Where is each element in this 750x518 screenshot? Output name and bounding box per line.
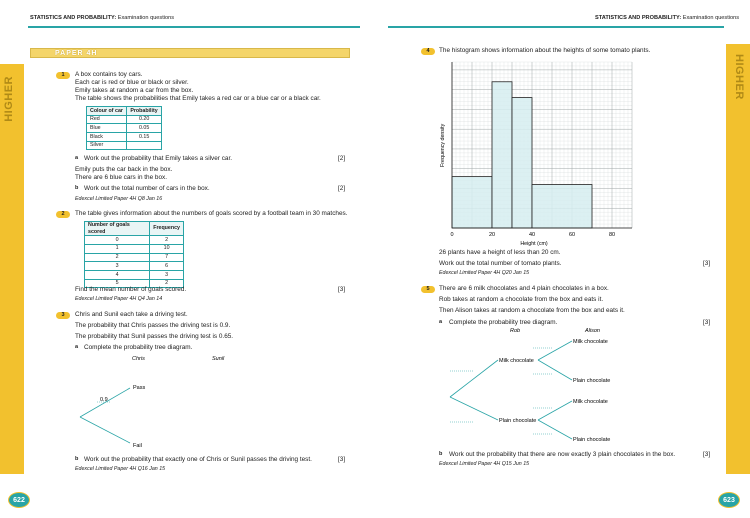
tree-outcome: Plain chocolate (573, 378, 611, 384)
table-header: Colour of car (87, 107, 127, 116)
marks: [3] (338, 286, 346, 293)
q3-line: The probability that Sunil passes the driving test is 0.65. (75, 333, 234, 340)
tree-outcome: Milk chocolate (499, 358, 534, 364)
left-page-number: 622 (8, 492, 30, 508)
marks: [2] (338, 155, 346, 162)
q1-line: Each car is red or blue or black or silver. (75, 79, 189, 86)
x-tick-label: 40 (528, 232, 536, 238)
question-number: 2 (56, 211, 70, 218)
part-label: a (75, 344, 79, 350)
q5-tree-diagram (440, 324, 640, 446)
part-label: b (75, 185, 79, 191)
q4-line: 26 plants have a height of less than 20 cm. (439, 249, 561, 256)
x-tick-label: 80 (608, 232, 616, 238)
tree-col-label: Chris (132, 356, 145, 362)
marks: [2] (338, 185, 346, 192)
left-header-rule (28, 26, 360, 28)
tree-branch (80, 417, 130, 443)
tree-branch (538, 401, 572, 420)
tree-branch (450, 360, 498, 397)
marks: [3] (703, 451, 711, 458)
table-row: 3 6 (85, 262, 184, 271)
q3-part-b-text: Work out the probability that exactly one of Chris or Sunil passes the driving test. (84, 456, 312, 463)
left-side-label: HIGHER (3, 76, 15, 122)
tree-col-label: Rob (510, 328, 521, 334)
q3-tree-diagram (60, 350, 280, 450)
q4-text: The histogram shows information about the heights of some tomato plants. (439, 47, 651, 54)
x-tick-label: 0 (450, 232, 454, 238)
question-number: 1 (56, 72, 70, 79)
table-row: 2 7 (85, 253, 184, 262)
table-row: 5 2 (85, 279, 184, 288)
tree-branch (538, 420, 572, 439)
tree-probability: 0.9 (100, 397, 108, 403)
q2-goals-table (84, 221, 184, 288)
source-reference: Edexcel Limited Paper 4H Q16 Jan 15 (75, 466, 166, 472)
x-tick-label: 20 (488, 232, 496, 238)
source-reference: Edexcel Limited Paper 4H Q20 Jan 15 (439, 270, 530, 276)
tree-outcome: Pass (133, 385, 146, 391)
table-row: Silver (87, 141, 162, 150)
source-reference: Edexcel Limited Paper 4H Q15 Jun 15 (439, 461, 530, 467)
histogram-bar (452, 177, 492, 228)
table-row: 1 10 (85, 244, 184, 253)
histogram-bar (492, 82, 512, 228)
q5-part-b-text: Work out the probability that there are now exactly 3 plain chocolates in the box. (449, 451, 676, 458)
right-side-label: HIGHER (732, 54, 745, 100)
tree-outcome: Plain chocolate (573, 437, 611, 443)
q4-line: Work out the total number of tomato plants. (439, 260, 562, 267)
question-number: 4 (421, 48, 435, 55)
tree-outcome: Milk chocolate (573, 399, 608, 405)
left-side-tab (0, 64, 24, 474)
q3-part-a-text: Complete the probability tree diagram. (84, 344, 193, 351)
tree-outcome: Fail (133, 443, 142, 449)
marks: [3] (703, 319, 711, 326)
q1-line: The table shows the probabilities that Emily takes a red car or a blue car or a black car. (75, 95, 321, 102)
part-label: b (439, 451, 443, 457)
paper-title-bar (30, 48, 350, 58)
q1-mid-line: Emily puts the car back in the box. (75, 166, 173, 173)
tree-branch (450, 397, 498, 420)
q3-line: Chris and Sunil each take a driving test. (75, 311, 188, 318)
right-header: STATISTICS AND PROBABILITY: Examination questions (595, 15, 740, 21)
part-label: a (75, 155, 79, 161)
table-row: Blue 0.05 (87, 124, 162, 133)
left-header: STATISTICS AND PROBABILITY: Examination questions (30, 15, 175, 21)
chart-bars (452, 82, 592, 228)
histogram-chart (430, 58, 640, 246)
question-number: 3 (56, 312, 70, 319)
right-page-number: 623 (718, 492, 740, 508)
table-row: 4 3 (85, 270, 184, 279)
part-label: b (75, 456, 79, 462)
histogram-bar (532, 185, 592, 228)
q5-part-a-text: Complete the probability tree diagram. (449, 319, 558, 326)
tree-outcome: Plain chocolate (499, 418, 537, 424)
q1-probability-table (86, 106, 162, 150)
table-row: Red 0.20 (87, 115, 162, 124)
y-axis-label: Frequency density (440, 123, 446, 167)
marks: [3] (338, 456, 346, 463)
q5-line: Rob takes at random a chocolate from the box and eats it. (439, 296, 604, 303)
q2-task: Find the mean number of goals scored. (75, 286, 187, 293)
part-label: a (439, 319, 443, 325)
tree-outcome: Milk chocolate (573, 339, 608, 345)
source-reference: Edexcel Limited Paper 4H Q8 Jan 16 (75, 196, 163, 202)
q1-mid-line: There are 6 blue cars in the box. (75, 174, 168, 181)
q1-part-b-text: Work out the total number of cars in the box. (84, 185, 210, 192)
q5-line: Then Alison takes at random a chocolate from the box and eats it. (439, 307, 625, 314)
tree-branch (538, 341, 572, 360)
paper-title: PAPER 4H (55, 50, 98, 57)
tree-col-label: Sunil (212, 356, 225, 362)
tree-col-label: Alison (585, 328, 600, 334)
question-number: 5 (421, 286, 435, 293)
tree-branch (538, 360, 572, 380)
q3-line: The probability that Chris passes the driving test is 0.9. (75, 322, 231, 329)
table-header: Number of goals scored (85, 222, 150, 236)
q1-part-a-text: Work out the probability that Emily takes a silver car. (84, 155, 232, 162)
source-reference: Edexcel Limited Paper 4H Q4 Jan 14 (75, 296, 163, 302)
right-side-tab (726, 44, 750, 474)
x-tick-label: 60 (568, 232, 576, 238)
table-row: Black 0.15 (87, 133, 162, 142)
q1-line: A box contains toy cars. (75, 71, 143, 78)
right-header-rule (388, 26, 724, 28)
q2-text: The table gives information about the numbers of goals scored by a football team in 30 matches. (75, 210, 348, 217)
x-axis-label: Height (cm) (520, 241, 548, 246)
x-tick-labels (450, 232, 615, 238)
histogram-bar (512, 98, 532, 228)
q5-line: There are 6 milk chocolates and 4 plain chocolates in a box. (439, 285, 609, 292)
marks: [3] (703, 260, 711, 267)
q1-line: Emily takes at random a car from the box. (75, 87, 194, 94)
table-header: Probability (127, 107, 162, 116)
table-row: 0 2 (85, 236, 184, 245)
table-header: Frequency (150, 222, 184, 236)
